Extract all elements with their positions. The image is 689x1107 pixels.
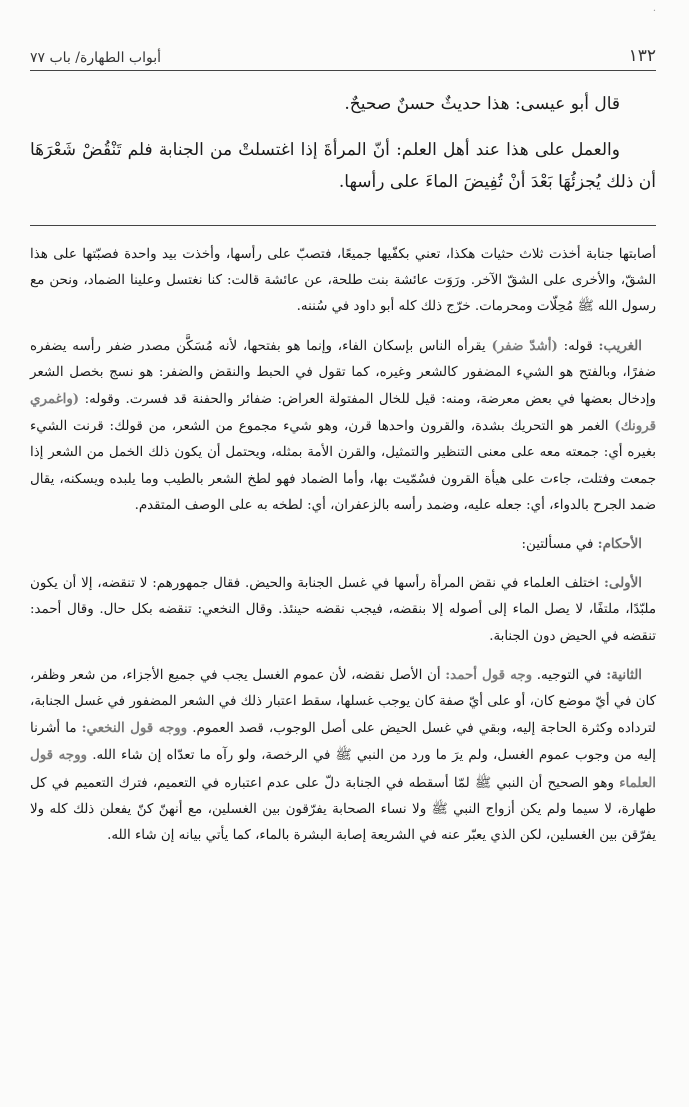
wajh-ahmad-label: وجه قول أحمد:: [445, 666, 533, 683]
ula-text: اختلف العلماء في نقض المرأة رأسها في غسل الجنابة والحيض. فقال جمهورهم: لا تنقضه، إلا أن يكون ملبّدًا، ملتفًا، لا يصل الماء إلى أصوله إلا بنقضه، فيجب نقضه حينئذ. وقال النخعي: تنقضه بكل حال. وقال أحمد: تنقضه في الحيض دون الجنابة.: [30, 576, 656, 644]
section-divider: [30, 225, 656, 226]
ahkam-paragraph: [30, 531, 656, 558]
ula-paragraph: [30, 570, 656, 650]
ula-label: الأولى:: [603, 575, 642, 592]
commentary-intro: أصابتها جنابة أخذت ثلاث حثيات هكذا، تعني بكفّيها جميعًا، فتصبّ على رأسها، وأخذت بيد واحدة فصبّتها على هذا الشقّ، والأخرى على الشقّ الآخر. ورَوَت عائشة بنت طلحة، عن عائشة قالت: كنا نغتسل وعلينا الضماد، ونحن مع رسول الله ﷺ مُحِلّات ومحرمات. خرّج ذلك كله أبو داود في سُننه.: [30, 247, 656, 315]
commentary: [30, 242, 656, 861]
gharib-quote-2: (واغمري قرونك): [30, 391, 656, 435]
gharib-text-2: يقرأه الناس بإسكان الفاء، وإنما هو بفتحها، لأنه مُسَكَّن مصدر ضفر رأسه يضفره ضفرًا، وبالفتح هو الشيء المضفور كالشعر وغيره، كما تقول في الحبط والنقض والضفر: هو نسج بخصل الشعر وإدخال بعضها في بعض معرضة، ومنه: قيل للخال المفتولة العراض: ضفائر والحفنة قد فسرت. وقوله:: [30, 338, 656, 408]
page-header: [30, 40, 656, 66]
gharib-text-3: الغمر هو التحريك بشدة، والقرون واحدها قرن، وهو شيء مجموع من الشعر، من قولك: قرنت الشيء بغيره أي: جمعته معه على معنى التنظير والتمثيل، والقرن الأمة بمثله، ويحتمل أن يكون ذلك الخمل من الشعر إذا جمعت وفتلت، جاءت على هيأة القرون فسُمّيت بها، وأما الضماد فهو لطخ الشعر بالطيب وما يلبده ويسكنه، يقال ضمد الجرح بالدواء، أي: جعله عليه، وضمد رأسه بالزعفران، أي: لطخه به على الوصف المتقدم.: [30, 419, 656, 513]
ahkam-label: الأحكام:: [597, 536, 642, 553]
wajh-nakhai-label: ووجه قول النخعي:: [81, 720, 188, 737]
corner-mark: ·: [652, 6, 656, 17]
running-title: أبواب الطهارة/ باب ٧٧: [30, 50, 161, 66]
thaniya-text-3: ما أشرنا إليه من وجوب عموم الغسل، ولم يرَ ما ورد من النبي ﷺ في الرخصة، ولو رآه ما تعدّاه إن شاء الله.: [30, 721, 656, 764]
thaniya-text-1: في التوجيه.: [536, 667, 602, 683]
main-paragraph-1: قال أبو عيسى: هذا حديثٌ حسنٌ صحيحٌ.: [344, 94, 620, 114]
gharib-text-1: قوله:: [563, 338, 593, 354]
thaniya-text-4: وهو الصحيح أن النبي ﷺ لمّا أسقطه في الجنابة دلّ على عدم اعتباره في التعميم، فترك التعميم في كل طهارة، لا سيما ولم يكن أزواج النبي ﷺ ولا نساء الصحابة يفرّقون بين الغسلين، مع أنهنّ كنّ يفعلن ذلك كله ولا يفرّقن بين الغسلين، لكن الذي يعبّر عنه في الشريعة إصابة البشرة بالماء، كما يأتي بيانه إن شاء الله.: [30, 775, 656, 844]
gharib-quote-1: (أشدّ ضفر): [491, 337, 558, 354]
wajh-ulama-label: ووجه قول العلماء: [30, 747, 656, 791]
ahkam-text: في مسألتين:: [521, 537, 594, 553]
main-paragraph-2: والعمل على هذا عند أهل العلم: أنّ المرأةَ إذا اغتسلتْ من الجنابة فلم تَنْقُضْ شَعْرَهَا أن ذلك يُجزئُهَا بَعْدَ أنْ تُفِيضَ الماءَ على رأسها.: [30, 140, 656, 192]
main-text: [30, 88, 656, 212]
header-rule: [30, 70, 656, 71]
thaniya-text-2: أن الأصل نقضه، لأن عموم الغسل يجب في جميع الأجزاء، من شعر وظفر، كان في أيّ موضع كان، أو على أيّ صفة كان يوجب غسلها، سقط اعتبار ذلك في الشعر المضفور في غسل الجنابة، لترداده وكثرة الحاجة إليه، وبقي في غسل الحيض على أصل الوجوب، قصد العموم.: [30, 667, 657, 737]
thaniya-paragraph: [30, 662, 656, 849]
thaniya-label: الثانية:: [606, 666, 643, 683]
gharib-label: الغريب:: [598, 337, 642, 354]
gharib-paragraph: [30, 333, 656, 519]
page-number: ١٣٢: [628, 46, 656, 66]
